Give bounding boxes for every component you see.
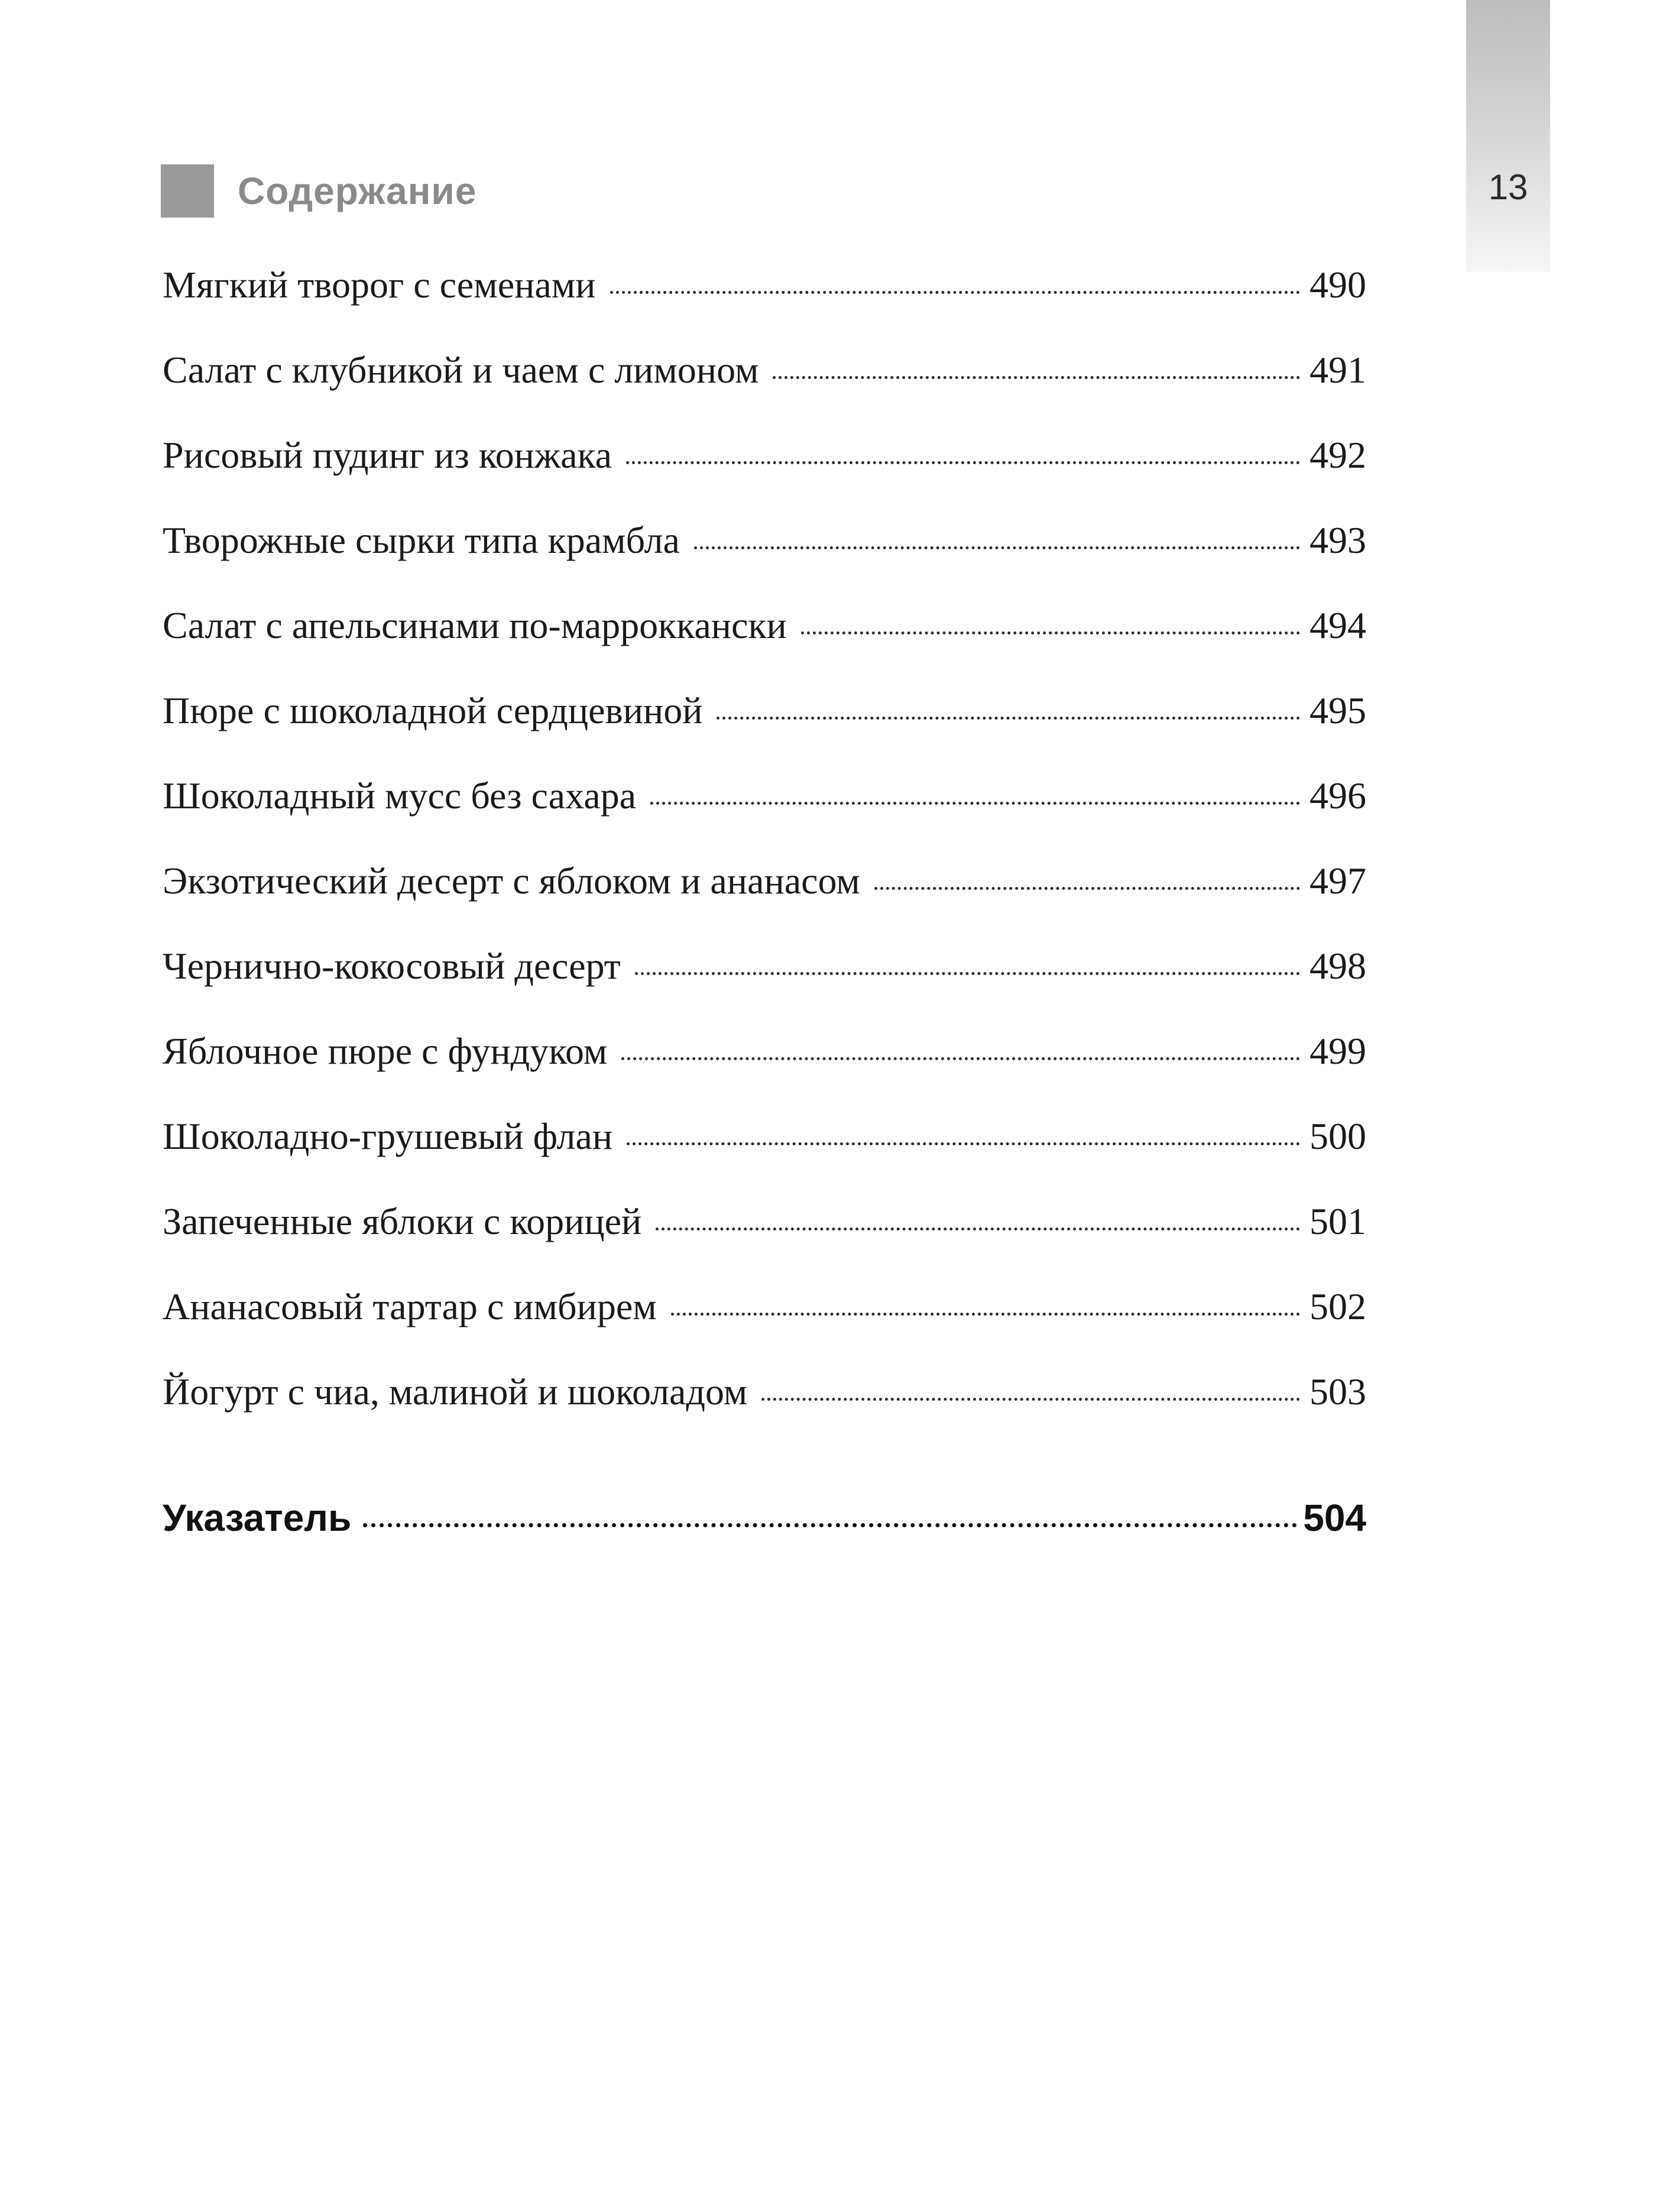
toc-entry-title: Йогурт с чиа, малиной и шоколадом [163, 1371, 748, 1413]
toc-entry-title: Запеченные яблоки с корицей [163, 1200, 642, 1242]
table-of-contents [163, 266, 1366, 1458]
toc-entry-title: Салат с клубникой и чаем с лимоном [163, 349, 759, 391]
header-square-icon [161, 164, 214, 218]
toc-leader [626, 461, 1300, 464]
toc-leader [363, 1523, 1297, 1527]
toc-leader [621, 1057, 1300, 1060]
toc-entry-page: 502 [1310, 1285, 1366, 1327]
toc-index-entry[interactable] [163, 1496, 1366, 1540]
page-title: Содержание [238, 170, 477, 212]
toc-entry[interactable] [163, 689, 1366, 777]
toc-leader [773, 376, 1300, 379]
toc-entry-page: 503 [1310, 1371, 1366, 1413]
toc-leader [656, 1228, 1300, 1230]
toc-leader [801, 631, 1300, 634]
toc-entry[interactable] [163, 777, 1366, 862]
toc-entry-page: 492 [1310, 434, 1366, 476]
toc-leader [627, 1142, 1300, 1145]
toc-entry-title: Рисовый пудинг из конжака [163, 434, 612, 476]
toc-entry[interactable] [163, 862, 1366, 947]
toc-entry-title: Пюре с шоколадной сердцевиной [163, 689, 703, 731]
toc-entry-title: Шоколадно-грушевый флан [163, 1115, 613, 1157]
toc-entry-page: 500 [1310, 1115, 1366, 1157]
toc-entry-title: Экзотический десерт с яблоком и ананасом [163, 860, 860, 902]
toc-entry-page: 501 [1310, 1200, 1366, 1242]
toc-entry-title: Ананасовый тартар с имбирем [163, 1285, 657, 1327]
toc-leader [761, 1398, 1300, 1401]
toc-leader [650, 802, 1300, 805]
toc-entry[interactable] [163, 1032, 1366, 1118]
toc-entry-page: 493 [1310, 519, 1366, 561]
toc-leader [874, 887, 1300, 890]
toc-entry[interactable] [163, 1373, 1366, 1458]
toc-entry-page: 490 [1310, 264, 1366, 306]
toc-entry-page: 494 [1310, 604, 1366, 646]
toc-entry-page: 497 [1310, 860, 1366, 902]
toc-leader [671, 1313, 1300, 1316]
toc-entry[interactable] [163, 1115, 1366, 1203]
toc-entry[interactable] [163, 947, 1366, 1032]
page-tab [1466, 0, 1550, 272]
toc-entry-title: Салат с апельсинами по-марроккански [163, 604, 787, 646]
toc-leader [610, 291, 1301, 294]
toc-entry[interactable] [163, 519, 1366, 607]
toc-entry-title: Творожные сырки типа крамбла [163, 519, 680, 561]
toc-leader [717, 717, 1300, 720]
toc-entry[interactable] [163, 1285, 1366, 1373]
toc-entry[interactable] [163, 351, 1366, 436]
toc-entry-page: 496 [1310, 775, 1366, 817]
toc-entry-title: Чернично-кокосовый десерт [163, 945, 621, 987]
toc-entry[interactable] [163, 436, 1366, 522]
toc-entry-page: 499 [1310, 1030, 1366, 1072]
toc-entry-title: Шоколадный мусс без сахара [163, 775, 637, 817]
page-number: 13 [1488, 167, 1528, 207]
toc-entry[interactable] [163, 1200, 1366, 1288]
toc-entry[interactable] [163, 604, 1366, 692]
toc-index-page: 504 [1303, 1497, 1366, 1539]
toc-index-title: Указатель [163, 1497, 352, 1539]
toc-entry-title: Мягкий творог с семенами [163, 264, 596, 306]
toc-entry-page: 495 [1310, 689, 1366, 731]
section-header [161, 164, 477, 218]
toc-leader [694, 546, 1300, 549]
toc-leader [635, 972, 1300, 975]
toc-entry[interactable] [163, 266, 1366, 351]
toc-entry-title: Яблочное пюре с фундуком [163, 1030, 608, 1072]
toc-entry-page: 491 [1310, 349, 1366, 391]
toc-entry-page: 498 [1310, 945, 1366, 987]
